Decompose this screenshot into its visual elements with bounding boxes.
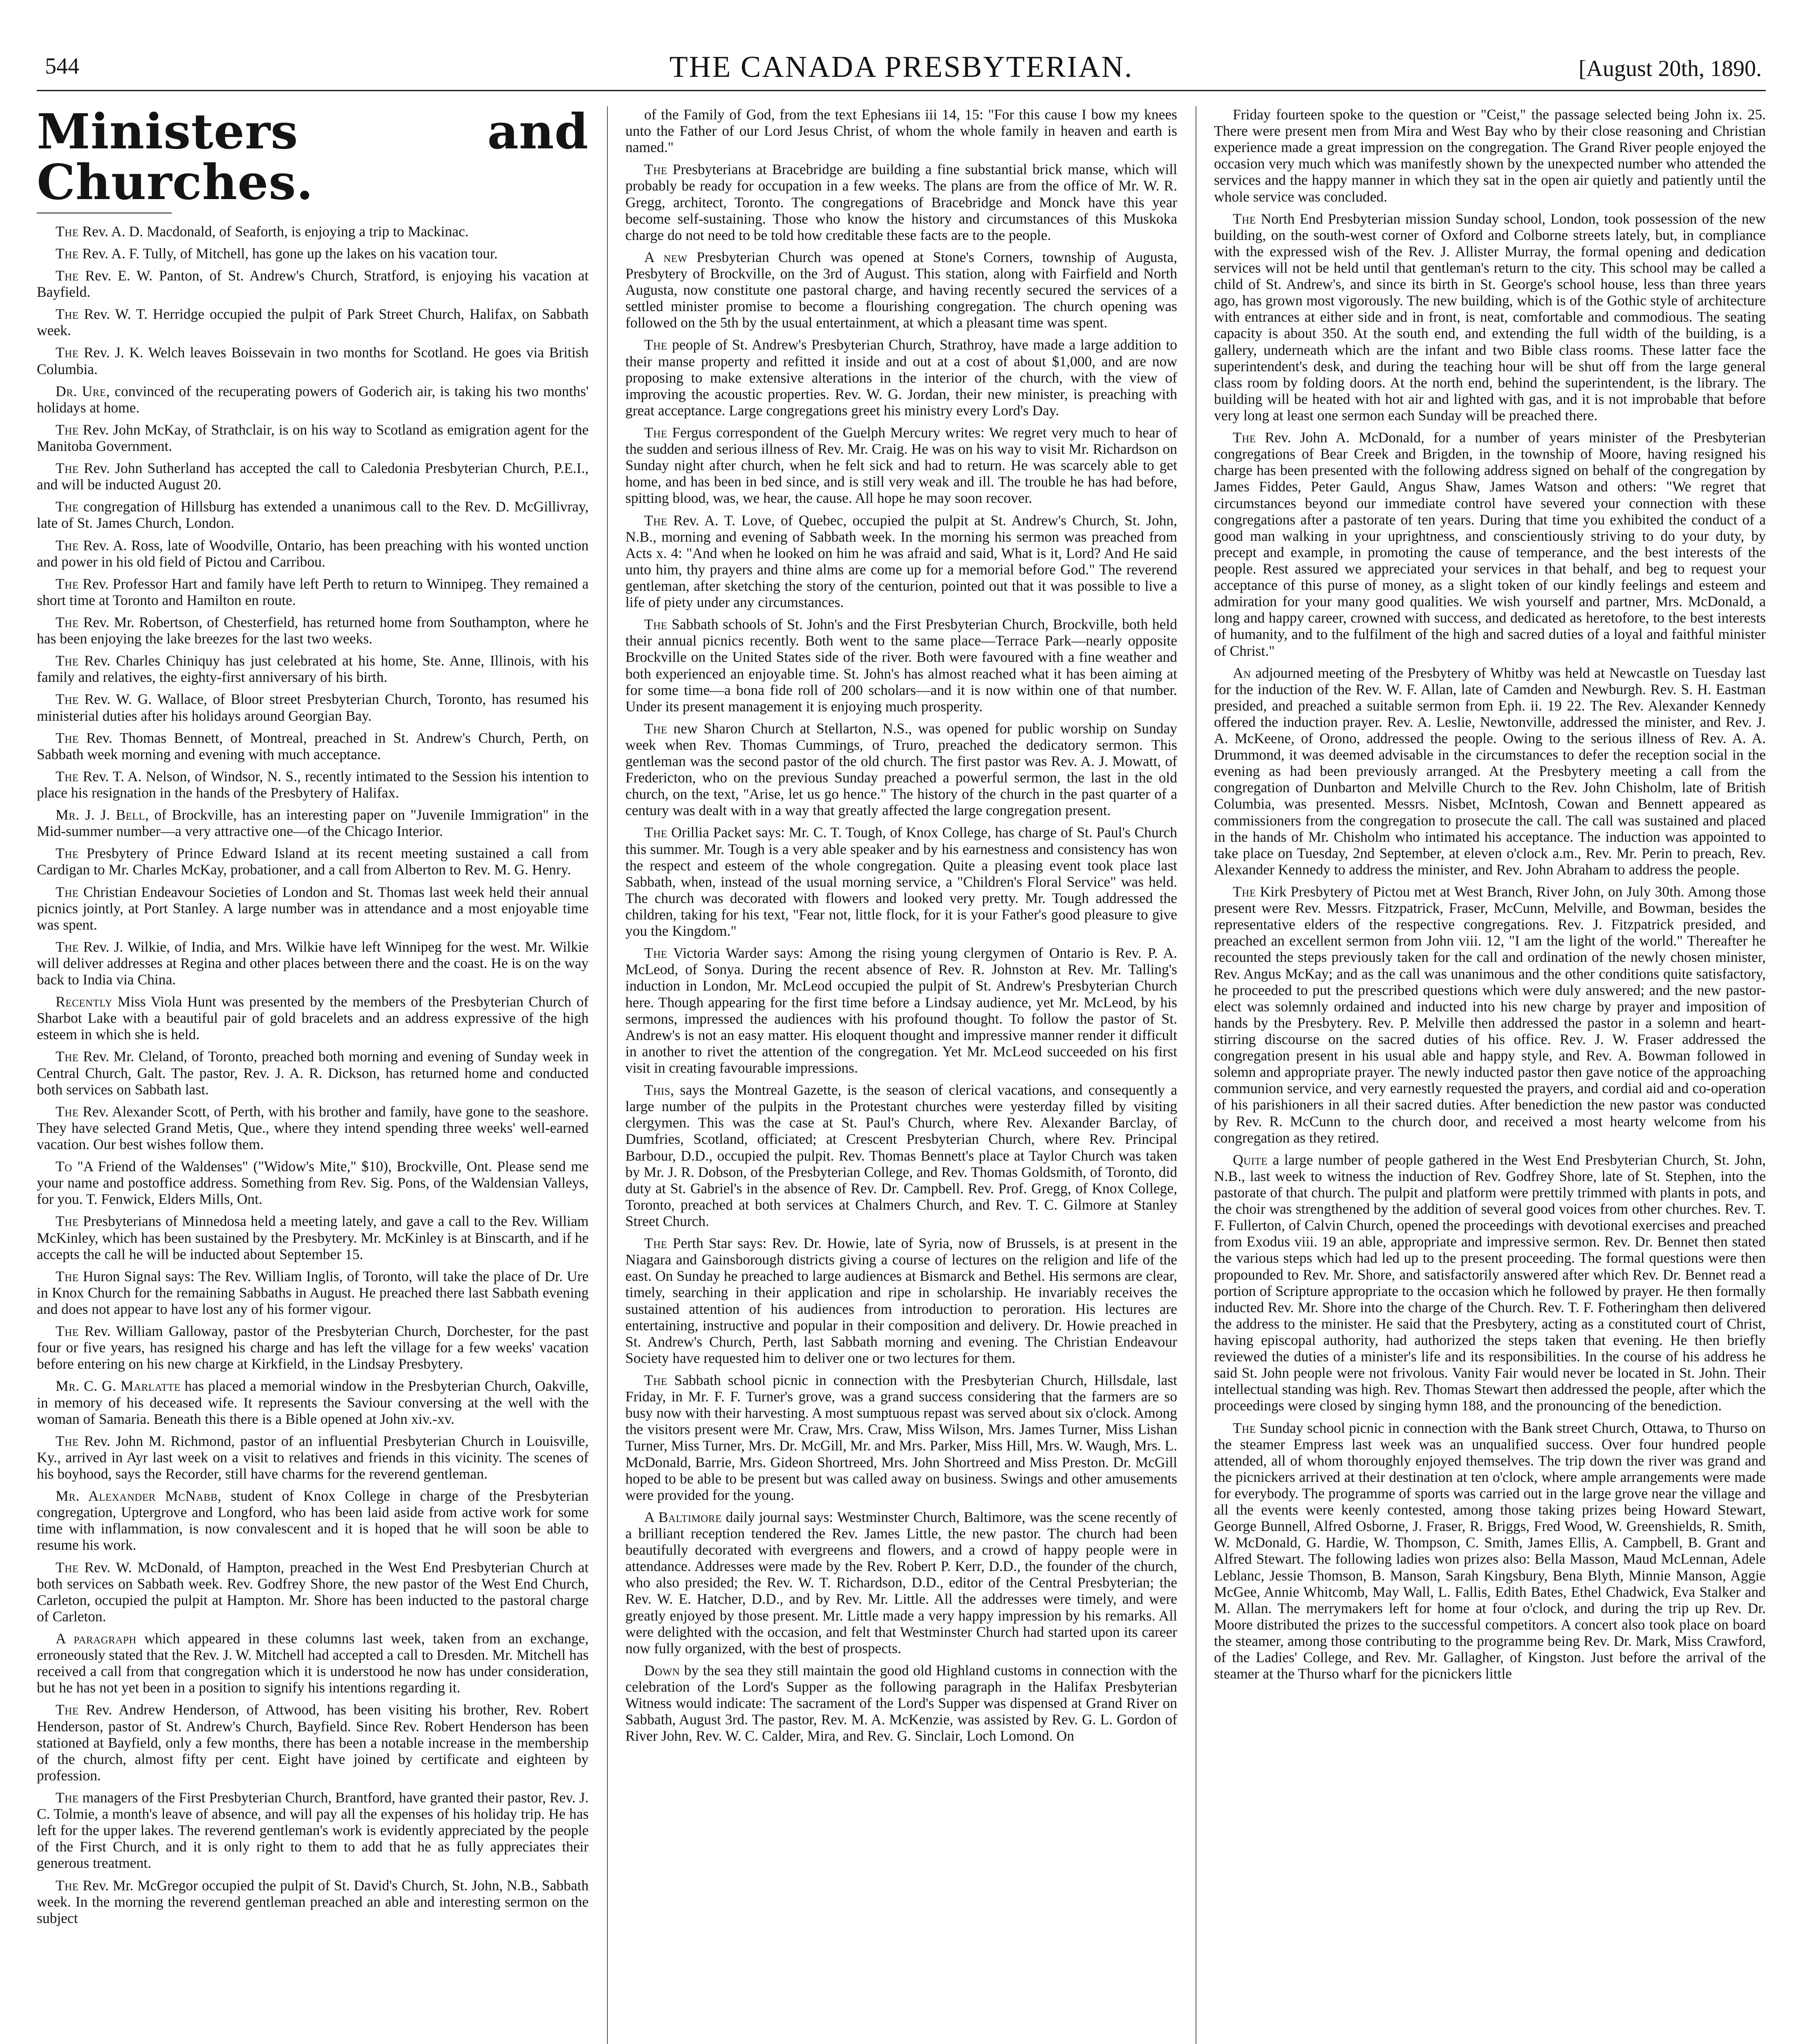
- paragraph-text: Presbyterian Church was opened at Stone's Corners, township of Augusta, Presbytery of Brockville, on the 3rd of August. This station, along with Fairfield and North Augusta, now constitute one pastoral charge, and having recently secured the services of a settled minister promise to become a flourishing congregation. The church opening was followed on the 5th by the usual entertainment, at which a pleasant time was spent.: [625, 249, 1177, 331]
- paragraph-lead: Mr. C. G. Marlatte: [56, 1378, 181, 1394]
- paragraph-text: Rev. Professor Hart and family have left Perth to return to Winnipeg. They remained a short time at Toronto and Hamilton en route.: [37, 575, 589, 608]
- paragraph-lead: The: [644, 824, 667, 841]
- article-paragraph: [37, 939, 589, 988]
- paragraph-text: has placed a memorial window in the Presbyterian Church, Oakville, in memory of his deceased wife. It represents the Saviour conversing at the well with the woman of Samaria. Beneath this there is a Bible opened at John xiv.-xv.: [37, 1378, 589, 1427]
- paragraph-lead: The: [56, 691, 79, 708]
- issue-date: [August 20th, 1890.: [1579, 56, 1762, 81]
- article-paragraph: [625, 945, 1177, 1076]
- paragraph-text: Rev. J. Wilkie, of India, and Mrs. Wilkie have left Winnipeg for the west. Mr. Wilkie will deliver addresses at Regina and other places between there and the coast. He is on the way back to India via China.: [37, 938, 589, 988]
- article-paragraph: [1214, 665, 1766, 878]
- paragraph-lead: The: [1233, 883, 1256, 900]
- paragraph-lead: Mr. J. J. Bell,: [56, 807, 149, 823]
- paragraph-text: Rev. J. K. Welch leaves Boissevain in two months for Scotland. He goes via British Columbia.: [37, 344, 589, 377]
- article-paragraph: [1214, 883, 1766, 1146]
- paragraph-text: Rev. Thomas Bennett, of Montreal, preached in St. Andrew's Church, Perth, on Sabbath week morning and evening with much acceptance.: [37, 729, 589, 762]
- article-paragraph: [1214, 106, 1766, 205]
- paragraph-lead: The: [56, 460, 79, 477]
- article-paragraph: [37, 576, 589, 608]
- paragraph-text: says the Montreal Gazette, is the season of clerical vacations, and consequently a large number of the pulpits in the Protestant churches were yesterday filled by visiting clergymen. This was the case at St. Paul's Church, where Rev. Alexander Barclay, of Dumfries, Scotland, officiated; at Crescent Presbyterian Church, where Rev. Principal Barbour, D.D., occupied the pulpit. Rev. Thomas Bennett's place at Taylor Church was taken by Mr. J. R. Dobson, of the Presbyterian College, and Rev. Thomas Goldsmith, of Toronto, did duty at St. Gabriel's in the absence of Rev. Dr. Campbell. Rev. Prof. Gregg, of Knox College, Toronto, preached at both services at Chalmers Church, and Rev. T. C. Gilmore at Stanley Street Church.: [625, 1082, 1177, 1229]
- paragraph-text: Rev. John McKay, of Strathclair, is on his way to Scotland as emigration agent for the Manitoba Government.: [37, 421, 589, 454]
- paragraph-lead: The: [56, 1789, 79, 1806]
- paragraph-lead: The: [56, 1559, 79, 1576]
- article-paragraph: [37, 845, 589, 878]
- paragraph-lead: The: [56, 768, 79, 784]
- paragraph-lead: The: [56, 1048, 79, 1065]
- paragraph-lead: The: [644, 945, 667, 961]
- column-1: [37, 106, 589, 2044]
- article-paragraph: [625, 616, 1177, 715]
- article-paragraph: [37, 383, 589, 416]
- article-paragraph: [625, 512, 1177, 611]
- newspaper-page: [37, 45, 1766, 1926]
- paragraph-lead: This,: [644, 1082, 674, 1098]
- article-paragraph: [37, 267, 589, 300]
- paragraph-lead: The: [56, 1432, 79, 1449]
- page-header: [37, 45, 1766, 94]
- article-paragraph: [37, 1158, 589, 1207]
- paragraph-text: Orillia Packet says: Mr. C. T. Tough, of Knox College, has charge of St. Paul's Church this summer. Mr. Tough is a very able speaker and by his earnestness and consistency has won the respect and esteem of the whole congregation. Quite a pleasing event took place last Sabbath, when, instead of the usual morning service, a "Children's Floral Service" was held. The church was decorated with flowers and looked very pretty. Mr. Tough addressed the children, taking for his text, "Fear not, little flock, for it is your Father's good pleasure to give you the Kingdom.": [625, 824, 1177, 939]
- article-paragraph: [625, 1662, 1177, 1744]
- article-paragraph: [625, 1509, 1177, 1656]
- paragraph-text: Rev. E. W. Panton, of St. Andrew's Church, Stratford, is enjoying his vacation at Bayfield.: [37, 267, 589, 300]
- paragraph-lead: The: [56, 845, 79, 862]
- article-paragraph: [625, 1235, 1177, 1366]
- paragraph-text: Rev. Mr. Cleland, of Toronto, preached both morning and evening of Sunday week in Central Church, Galt. The pastor, Rev. J. A. R. Dickson, has returned home and conducted both services on Sabbath last.: [37, 1048, 589, 1098]
- paragraph-text: Sabbath schools of St. John's and the First Presbyterian Church, Brockville, both held their annual picnics recently. Both went to the same place—Terrace Park—nearly opposite Brockville on the United States side of the river. Both were favoured with a fine weather and both experienced an enjoyable time. St. John's has almost reached what it has been aiming at for some time—a bona fide roll of 200 scholars—and it is now within one of that number. Under its present management it is enjoying much prosperity.: [625, 616, 1177, 715]
- paragraph-text: "A Friend of the Waldenses" ("Widow's Mite," $10), Brockville, Ont. Please send me your name and postoffice address. Something from Rev. Sig. Pons, of the Waldensian Valleys, for you. T. Fenwick, Elders Mills, Ont.: [37, 1158, 589, 1208]
- article-paragraph: [625, 249, 1177, 331]
- paragraph-lead: The: [644, 424, 667, 441]
- paragraph-lead: The: [56, 1103, 79, 1120]
- paragraph-text: daily journal says: Westminster Church, Baltimore, was the scene recently of a brilliant reception tendered the Rev. James Little, the new pastor. The church had been beautifully decorated with evergreens and flowers, and a crowd of happy people were in attendance. Addresses were made by the Rev. Robert P. Kerr, D.D., the founder of the church, who also presided; the Rev. W. T. Richardson, D.D., editor of the Central Presbyterian; the Rev. W. E. Hatcher, D.D., and by Rev. Mr. Little. All the addresses were timely, and were greatly enjoyed by those present. Mr. Little made a very happy impression by his remarks. All were delighted with the occasion, and felt that Westminster Church had started upon its career now fully organized, with the best of prospects.: [625, 1508, 1177, 1656]
- article-paragraph: [37, 768, 589, 801]
- article-paragraph: [37, 223, 589, 240]
- paragraph-lead: The: [56, 537, 79, 554]
- article-paragraph: [37, 344, 589, 377]
- article-paragraph: [625, 336, 1177, 419]
- paragraph-lead: A Baltimore: [644, 1508, 722, 1525]
- paragraph-text: Friday fourteen spoke to the question or "Ceist," the passage selected being John ix. 25. There were present men from Mira and West Bay who by their close reasoning and Christian experience made a great impression on the congregation. The Grand River people enjoyed the occasion very much which was manifestly shown by the unexpected number who attended the services and the happy manner in which they sat in the open air quietly and patiently until the whole service was concluded.: [1214, 106, 1766, 205]
- paragraph-lead: A new: [644, 249, 688, 265]
- paragraph-lead: The: [56, 306, 79, 323]
- article-paragraph: [37, 1877, 589, 1926]
- article-paragraph: [37, 245, 589, 262]
- article-paragraph: [37, 1701, 589, 1784]
- paragraph-lead: Dr. Ure,: [56, 383, 110, 399]
- paragraph-text: Presbyterians at Bracebridge are building a fine substantial brick manse, which will probably be ready for occupation in a few weeks. The plans are from the office of Mr. W. R. Gregg, architect, Toronto. The congregations of Bracebridge and Monck have this year become self-sustaining. Those who know the history and circumstances of this Muskoka charge do not need to be told how creditable these facts are to the people.: [625, 161, 1177, 243]
- article-paragraph: [37, 1559, 589, 1625]
- article-paragraph: [37, 537, 589, 570]
- paragraph-text: Rev. Charles Chiniquy has just celebrated at his home, Ste. Anne, Illinois, with his family and relatives, the eighty-first anniversary of his birth.: [37, 652, 589, 686]
- article-paragraph: [625, 1082, 1177, 1229]
- paragraph-text: Rev. John Sutherland has accepted the call to Caledonia Presbyterian Church, P.E.I., and will be inducted August 20.: [37, 460, 589, 493]
- paragraph-text: Rev. Andrew Henderson, of Attwood, has been visiting his brother, Rev. Robert Henderson, pastor of St. Andrew's Church, Bayfield. Since Rev. Robert Henderson has been stationed at Bayfield, only a few months, there has been a notable increase in the membership of the church, almost fifty per cent. Eight have joined by certificate and eighteen by profession.: [37, 1701, 589, 1784]
- paragraph-lead: The: [644, 616, 667, 633]
- article-paragraph: [625, 824, 1177, 939]
- paragraph-lead: The: [644, 161, 667, 178]
- article-paragraph: [37, 807, 589, 839]
- paragraph-lead: The: [56, 575, 79, 592]
- paragraph-lead: Quite: [1233, 1151, 1268, 1168]
- paragraph-text: Presbytery of Prince Edward Island at its recent meeting sustained a call from Cardigan to Mr. Charles McKay, probationer, and a call from Alberton to Rev. M. G. Henry.: [37, 845, 589, 878]
- paragraph-lead: The: [56, 652, 79, 669]
- paragraph-text: Christian Endeavour Societies of London and St. Thomas last week held their annual picnics jointly, at Port Stanley. A large number was in attendance and a most enjoyable time was spent.: [37, 883, 589, 933]
- article-paragraph: [37, 1103, 589, 1152]
- paragraph-text: Rev. Mr. McGregor occupied the pulpit of St. David's Church, St. John, N.B., Sabbath week. In the morning the reverend gentleman preached an able and interesting sermon on the subject: [37, 1877, 589, 1926]
- paragraph-lead: The: [56, 883, 79, 900]
- paragraph-text: Sabbath school picnic in connection with the Presbyterian Church, Hillsdale, last Friday, in Mr. F. F. Turner's grove, was a grand success considering that the farmers are so busy now with their harvesting. A most sumptuous repast was served about six o'clock. Among the visitors present were Mr. Craw, Mrs. Craw, Miss Wilson, Mrs. James Turner, Miss Lishan Turner, Miss Turner, Mrs. Dr. McGill, Mr. and Mrs. Parker, Miss Hill, Mrs. W. Waugh, Mrs. L. McDonald, Barrie, Mrs. Gideon Shortreed, Mrs. John Shortreed and Miss Preston. Dr. McGill hoped to be able to be present but was called away on business. Swings and other amusements were provided for the young.: [625, 1372, 1177, 1503]
- article-paragraph: [1214, 429, 1766, 659]
- paragraph-text: new Sharon Church at Stellarton, N.S., was opened for public worship on Sunday week when Rev. Thomas Cummings, of Truro, preached the dedicatory sermon. This gentleman was the second pastor of the old church. The first pastor was Rev. A. J. Mowatt, of Fredericton, who on the previous Sunday preached a powerful sermon, the last in the old church, on the text, "Arise, let us go hence." The history of the church in the past quarter of a century was dealt with in a way that greatly affected the large congregation present.: [625, 720, 1177, 819]
- paragraph-lead: The: [644, 720, 667, 737]
- paragraph-text: congregation of Hillsburg has extended a unanimous call to the Rev. D. McGillivray, late of St. James Church, London.: [37, 498, 589, 531]
- paragraph-text: Rev. A. D. Macdonald, of Seaforth, is enjoying a trip to Mackinac.: [78, 223, 469, 240]
- article-paragraph: [625, 161, 1177, 243]
- paragraph-lead: The: [56, 1877, 79, 1894]
- article-paragraph: [37, 1268, 589, 1317]
- article-paragraph: [37, 421, 589, 454]
- article-paragraph: [37, 1213, 589, 1262]
- paragraph-text: Rev. W. T. Herridge occupied the pulpit of Park Street Church, Halifax, on Sabbath week.: [37, 306, 589, 339]
- paragraph-lead: To: [56, 1158, 72, 1175]
- paragraph-lead: The: [644, 1372, 667, 1388]
- article-paragraph: [37, 1630, 589, 1696]
- paragraph-lead: The: [644, 1235, 667, 1252]
- paragraph-text: managers of the First Presbyterian Church, Brantford, have granted their pastor, Rev. J. C. Tolmie, a month's leave of absence, and will pay all the expenses of his holiday trip. He has left for the upper lakes. The reverend gentleman's work is evidently appreciated by the people of the First Church, and it is only right to them to add that he as fully appreciates their generous treatment.: [37, 1789, 589, 1871]
- paragraph-lead: The: [56, 1323, 79, 1340]
- paragraph-lead: The: [56, 1268, 79, 1284]
- article-paragraph: [1214, 1420, 1766, 1682]
- paragraph-text: Victoria Warder says: Among the rising young clergymen of Ontario is Rev. P. A. McLeod, of Sonya. During the recent absence of Rev. R. Johnston at Rev. Mr. Talling's induction in London, Mr. McLeod occupied the pulpit of St. Andrew's Presbyterian Church here. Though appearing for the first time before a Lindsay audience, yet Mr. McLeod, by his sermons, impressed the audiences with his profound thought. To follow the pastor of St. Andrew's is not an easy matter. His eloquent thought and impressive manner render it difficult in another to rivet the attention of the congregation. Yet Mr. McLeod succeeded on his first visit in creating favourable impressions.: [625, 945, 1177, 1076]
- article-paragraph: [37, 1323, 589, 1372]
- article-paragraph: [1214, 211, 1766, 424]
- paragraph-text: Rev. John A. McDonald, for a number of years minister of the Presbyterian congregations of Bear Creek and Brigden, in the township of Moore, having resigned his charge has been presented with the following address signed on behalf of the congregation by James Fiddes, Peter Gauld, Angus Shaw, James Watson and others: "We regret that circumstances beyond our immediate control have severed your connection with these congregations after a pastorate of ten years. During that time you exhibited the conduct of a good man walking in your uprightness, and conscientiously striving to do your duty, by precept and example, in promoting the cause of temperance, and the best interests of the people. Rest assured we appreciated your services in that behalf, and beg to request your acceptance of this purse of money, as a slight token of our kindly feelings and esteem and admiration for your many good qualities. We wish yourself and partner, Mrs. McDonald, a long and happy career, crowned with success, and dedicated as heretofore, to the best interests of humanity, and to the fulfilment of the high and sacred duties of a loyal and faithful minister of Christ.": [1214, 429, 1766, 659]
- paragraph-text: Rev. A. T. Love, of Quebec, occupied the pulpit at St. Andrew's Church, St. John, N.B., morning and evening of Sabbath week. In the morning his sermon was preached from Acts x. 4: "And when he looked on him he was afraid and said, What is it, Lord? And He said unto him, thy prayers and thine alms are come up for a memorial before God." The reverend gentleman, after sketching the story of the centurion, pointed out that it was possible to live a life of piety under any circumstances.: [625, 512, 1177, 611]
- paragraph-text: Kirk Presbytery of Pictou met at West Branch, River John, on July 30th. Among those present were Rev. Messrs. Fitzpatrick, Fraser, McCunn, Melville, and Bowman, besides the representative elders of the respective congregations. Rev. J. Fitzpatrick presided, and preached an excellent sermon from John viii. 12, "I am the light of the world." Thereafter he recounted the steps previously taken for the call and ordination of the newly chosen minister, Rev. Angus McKay; and as the call was unanimous and the other conditions quite satisfactory, he proceeded to put the prescribed questions which were duly answered; and the new pastor-elect was solemnly ordained and inducted into his new charge by prayer and imposition of hands by the Presbytery. Rev. P. Melville then addressed the pastor in a solemn and heart-stirring discourse on the sacred duties of his office. Rev. J. W. Fraser addressed the congregation present in his usual able and happy style, and Rev. A. Bowman followed in solemn and appropriate prayer. The newly inducted pastor then gave notice of the approaching communion service, and very earnestly requested the prayers, and cordial aid and co-operation of his parishioners in all their sacred duties. After benediction the new pastor was conducted by Rev. R. McCunn to the church door, and received a most hearty welcome from his congregation as they retired.: [1214, 883, 1766, 1146]
- paragraph-lead: Recently: [56, 993, 113, 1010]
- article-paragraph: [1214, 1152, 1766, 1414]
- columns: [37, 106, 1766, 2044]
- article-paragraph: [37, 652, 589, 685]
- paragraph-lead: Down: [644, 1662, 680, 1679]
- paragraph-text: Rev. Mr. Robertson, of Chesterfield, has returned home from Southampton, where he has been enjoying the lake breezes for the last two weeks.: [37, 614, 589, 647]
- paragraph-lead: An: [1233, 664, 1251, 681]
- article-paragraph: [625, 424, 1177, 507]
- section-title: Ministers and Churches.: [37, 106, 589, 211]
- paragraph-text: Rev. T. A. Nelson, of Windsor, N. S., recently intimated to the Session his intention to place his resignation in the hands of the Presbytery of Halifax.: [37, 768, 589, 801]
- paragraph-text: which appeared in these columns last week, taken from an exchange, erroneously stated that the Rev. J. W. Mitchell had accepted a call to Dresden. Mr. Mitchell has received a call from that congregation which it is understood he now has under consideration, but he has not yet been in a position to signify his intentions regarding it.: [37, 1630, 589, 1696]
- paragraph-lead: The: [56, 938, 79, 955]
- column-2: [625, 106, 1177, 2044]
- paragraph-text: of the Family of God, from the text Ephesians iii 14, 15: "For this cause I bow my knees unto the Father of our Lord Jesus Christ, of whom the whole family in heaven and earth is named.": [625, 106, 1177, 156]
- paragraph-lead: The: [56, 421, 79, 438]
- paragraph-text: student of Knox College in charge of the Presbyterian congregation, Uptergrove and Longford, who has been laid aside from active work for some time with inflammation, is now convalescent and it is hoped that he will soon be able to resume his work.: [37, 1488, 589, 1553]
- article-paragraph: [37, 306, 589, 338]
- paragraph-text: Sunday school picnic in connection with the Bank street Church, Ottawa, to Thurso on the steamer Empress last week was an unqualified success. Over four hundred people attended, all of whom thoroughly enjoyed themselves. The trip down the river was grand and the picnickers arrived at their destination at ten o'clock, where ample arrangements were made for everybody. The programme of sports was carried out in the large grove near the village and all the events were keenly contested, among those taking prizes being Howard Stewart, George Bunnell, Alfred Osborne, J. Fraser, R. Briggs, Fred Wood, W. Greenshields, R. Smith, W. McDonald, G. Hardie, W. Thompson, C. Smith, James Ellis, A. Campbell, B. Grant and Alfred Stewart. The following ladies won prizes also: Bella Masson, Maud McLennan, Adele Leblanc, Jessie Thomson, B. Manson, Sarah Kingsbury, Bena Blyth, Minnie Manson, Aggie McGee, Annie Whitcomb, May Wall, L. Fallis, Edith Bates, Ethel Chadwick, Eva Stalker and M. Allan. The merrymakers left for home at four o'clock, and during the trip up Rev. Dr. Moore distributed the prizes to the successful competitors. A concert also took place on board the steamer, among those contributing to the programme being Rev. Dr. Mark, Miss Crawford, of the Ladies' College, and Rev. Mr. Gallagher, of Kingston. Just before the arrival of the steamer at the Thurso wharf for the picnickers little: [1214, 1419, 1766, 1682]
- paragraph-text: Fergus correspondent of the Guelph Mercury writes: We regret very much to hear of the sudden and serious illness of Rev. Mr. Craig. He was on his way to visit Mr. Richardson on Sunday night after church, when he felt sick and had to return. He was scarcely able to get home, and has been in bed since, and is still very weak and ill. The trouble he has had before, spitting blood, was, we hear, the cause. All hope he may soon recover.: [625, 424, 1177, 507]
- paragraph-text: Rev. Alexander Scott, of Perth, with his brother and family, have gone to the seashore. They have selected Grand Metis, Que., where they intend spending three weeks' well-earned vacation. Our best wishes follow them.: [37, 1103, 589, 1153]
- paragraph-text: people of St. Andrew's Presbyterian Church, Strathroy, have made a large addition to their manse property and refitted it inside and out at a cost of about $1,000, and are now proposing to make extensive alterations in the interior of the church, with the view of improving the acoustic properties. Rev. W. G. Jordan, their new minister, is preaching with great acceptance. Large congregations greet his ministry every Lord's Day.: [625, 336, 1177, 419]
- paragraph-text: Rev. W. McDonald, of Hampton, preached in the West End Presbyterian Church at both services on Sabbath week. Rev. Godfrey Shore, the new pastor of the West End Church, Carleton, occupied the pulpit at Hampton. Mr. Shore has been inducted to the pastoral charge of Carleton.: [37, 1559, 589, 1625]
- paragraph-text: Huron Signal says: The Rev. William Inglis, of Toronto, will take the place of Dr. Ure in Knox Church for the remaining Sabbaths in August. He preached there last Sabbath evening and does not appear to have lost any of his former vigour.: [37, 1268, 589, 1318]
- paragraph-lead: The: [56, 267, 79, 284]
- page-number: 544: [45, 54, 79, 79]
- paragraph-text: Rev. William Galloway, pastor of the Presbyterian Church, Dorchester, for the past four or five years, has resigned his charge and has left the village for a few weeks' vacation before entering on his new charge at Kirkfield, in the Lindsay Presbytery.: [37, 1323, 589, 1372]
- paragraph-text: Presbyterians of Minnedosa held a meeting lately, and gave a call to the Rev. William McKinley, which has been sustained by the Presbytery. Mr. McKinley is at Binscarth, and if he accepts the call he will be inducted about September 15.: [37, 1213, 589, 1262]
- paragraph-lead: The: [56, 1213, 79, 1230]
- paragraph-lead: The: [56, 245, 79, 262]
- paragraph-text: by the sea they still maintain the good old Highland customs in connection with the celebration of the Lord's Supper as the following paragraph in the Halifax Presbyterian Witness would indicate: The sacrament of the Lord's Supper was dispensed at Grand River on Sabbath, August 3rd. The pastor, Rev. M. A. McKenzie, was assisted by Rev. G. L. Gordon of River John, Rev. W. C. Calder, Mira, and Rev. G. Sinclair, Loch Lomond. On: [625, 1662, 1177, 1744]
- paragraph-text: of Brockville, has an interesting paper on "Juvenile Immigration" in the Mid-summer number—a very attractive one—of the Chicago Interior.: [37, 807, 589, 840]
- paragraph-lead: The: [56, 729, 79, 746]
- paragraph-text: a large number of people gathered in the West End Presbyterian Church, St. John, N.B., last week to witness the induction of Rev. Godfrey Shore, late of St. Stephen, into the pastorate of that church. The pulpit and platform were prettily trimmed with plants in pots, and the choir was strengthened by the addition of several good voices from other churches. Rev. T. F. Fullerton, of Calvin Church, opened the proceedings with devotional exercises and preached from Exodus viii. 19 an able, appropriate and impressive sermon. Rev. Dr. Bennet then stated the various steps which had led up to the present proceeding. The formal questions were then propounded to Rev. Mr. Shore, and satisfactorily answered after which Rev. Dr. Bennet read a portion of Scripture appropriate to the occasion which he followed by prayer. He then formally inducted Rev. Mr. Shore into the charge of the Church. Rev. T. F. Fotheringham then delivered the address to the minister. He said that the Presbytery, acting as a constituted court of Christ, having episcopal authority, had authorized the steps taken that evening. He then briefly reviewed the duties of a minister's life and its responsibilities. In the course of his address he said St. John people were not frivolous. Vanity Fair would never be located in St. John. Their intellectual standing was high. Rev. Thomas Stewart then addressed the people, after which the proceedings were closed by singing hymn 188, and the pronouncing of the benediction.: [1214, 1151, 1766, 1414]
- paragraph-text: Miss Viola Hunt was presented by the members of the Presbyterian Church of Sharbot Lake with a beautiful pair of gold bracelets and an address expressive of the high esteem in which she is held.: [37, 993, 589, 1043]
- paragraph-text: Rev. W. G. Wallace, of Bloor street Presbyterian Church, Toronto, has resumed his ministerial duties after his holidays around Georgian Bay.: [37, 691, 589, 724]
- article-paragraph: [37, 1789, 589, 1871]
- paragraph-lead: The: [56, 223, 79, 240]
- paragraph-text: Rev. A. F. Tully, of Mitchell, has gone up the lakes on his vacation tour.: [78, 245, 498, 262]
- paragraph-lead: The: [1233, 210, 1256, 227]
- article-paragraph: [625, 106, 1177, 155]
- paragraph-lead: The: [644, 336, 667, 353]
- column-divider: [607, 106, 608, 2044]
- paragraph-lead: The: [56, 498, 79, 515]
- article-paragraph: [37, 1048, 589, 1097]
- article-paragraph: [37, 730, 589, 762]
- paragraph-text: North End Presbyterian mission Sunday school, London, took possession of the new building, on the south-west corner of Oxford and Colborne streets lately, but, in compliance with the expressed wish of the Rev. J. Allister Murray, the formal opening and dedication services will not be held until that gentleman's return to the city. This school may be called a child of St. Andrew's, and since its birth in St. George's school house, less than three years ago, has grown most vigorously. The new building, which is of the Gothic style of architecture with entrances at either side and in front, is neat, comfortable and commodious. The seating capacity is about 350. At the south end, and extending the full width of the building, is a gallery, underneath which are the infant and two Bible class rooms. These latter face the superintendent's desk, and during the teaching hour will be shut off from the large general class room by folding doors. At the north end, behind the superintendent, is the library. The building will be heated with hot air and lighted with gas, and it is not improbable that before very long at least one sermon each Sunday will be preached there.: [1214, 210, 1766, 424]
- header-rule: [37, 90, 1766, 91]
- article-paragraph: [37, 1378, 589, 1427]
- article-paragraph: [37, 1488, 589, 1553]
- paragraph-lead: Mr. Alexander McNabb,: [56, 1488, 222, 1504]
- paragraph-lead: The: [1233, 1419, 1256, 1436]
- paragraph-lead: The: [56, 344, 79, 361]
- journal-title: THE CANADA PRESBYTERIAN.: [669, 50, 1133, 84]
- paragraph-lead: A paragraph: [56, 1630, 137, 1647]
- article-paragraph: [37, 691, 589, 724]
- article-paragraph: [37, 884, 589, 933]
- paragraph-lead: The: [644, 512, 667, 529]
- column-3: [1214, 106, 1766, 2044]
- article-paragraph: [625, 720, 1177, 819]
- article-paragraph: [37, 460, 589, 493]
- paragraph-lead: The: [1233, 429, 1256, 446]
- paragraph-lead: The: [56, 614, 79, 630]
- paragraph-text: Rev. A. Ross, late of Woodville, Ontario, has been preaching with his wonted unction and power in his old field of Pictou and Carribou.: [37, 537, 589, 570]
- paragraph-text: Rev. John M. Richmond, pastor of an influential Presbyterian Church in Louisville, Ky., arrived in Ayr last week on a visit to relatives and friends in this vicinity. The scenes of his boyhood, says the Recorder, still have charms for the reverend gentleman.: [37, 1432, 589, 1482]
- paragraph-text: convinced of the recuperating powers of Goderich air, is taking his two months' holidays at home.: [37, 383, 589, 416]
- article-paragraph: [37, 498, 589, 531]
- article-paragraph: [37, 614, 589, 647]
- article-paragraph: [37, 1433, 589, 1482]
- paragraph-lead: The: [56, 1701, 79, 1718]
- paragraph-text: Perth Star says: Rev. Dr. Howie, late of Syria, now of Brussels, is at present in the Niagara and Gainsborough districts giving a course of lectures on the religion and life of the east. On Sunday he preached to large audiences at Bismarck and Bethel. His sermons are clear, timely, searching in their application and ripe in scholarship. He invariably receives the sustained attention of his audiences from introduction to peroration. His lectures are entertaining, instructive and popular in their composition and delivery. Dr. Howie preached in St. Andrew's Church, Perth, last Sabbath morning and evening. The Christian Endeavour Society have requested him to deliver one or two lectures for them.: [625, 1235, 1177, 1366]
- article-paragraph: [625, 1372, 1177, 1503]
- paragraph-text: adjourned meeting of the Presbytery of Whitby was held at Newcastle on Tuesday last for the induction of the Rev. W. F. Allan, late of Camden and Newburgh. Rev. S. H. Eastman presided, and preached a suitable sermon from Eph. ii. 19 22. The Rev. Alexander Kennedy offered the induction prayer. Rev. A. Leslie, Newtonville, addressed the minister, and Rev. J. A. McKeene, of Orono, addressed the people. Owing to the serious illness of Rev. A. A. Drummond, it was deemed advisable in the circumstances to defer the reception social in the evening as had been previously arranged. At the Presbytery meeting a call from the congregation of Dunbarton and Melville Church to the Rev. John Chisholm, late of British Columbia, was presented. Messrs. Nisbet, McIntosh, Cowan and Bennett appeared as commissioners from the congregation to prosecute the call. The call was sustained and placed in the hands of Mr. Chisholm who intimated his acceptance. The induction was appointed to take place on Tuesday, 2nd September, at eleven o'clock a.m., Rev. Mr. Perin to preach, Rev. Alexander Kennedy to address the minister, and Rev. John Abraham to address the people.: [1214, 664, 1766, 878]
- article-paragraph: [37, 993, 589, 1042]
